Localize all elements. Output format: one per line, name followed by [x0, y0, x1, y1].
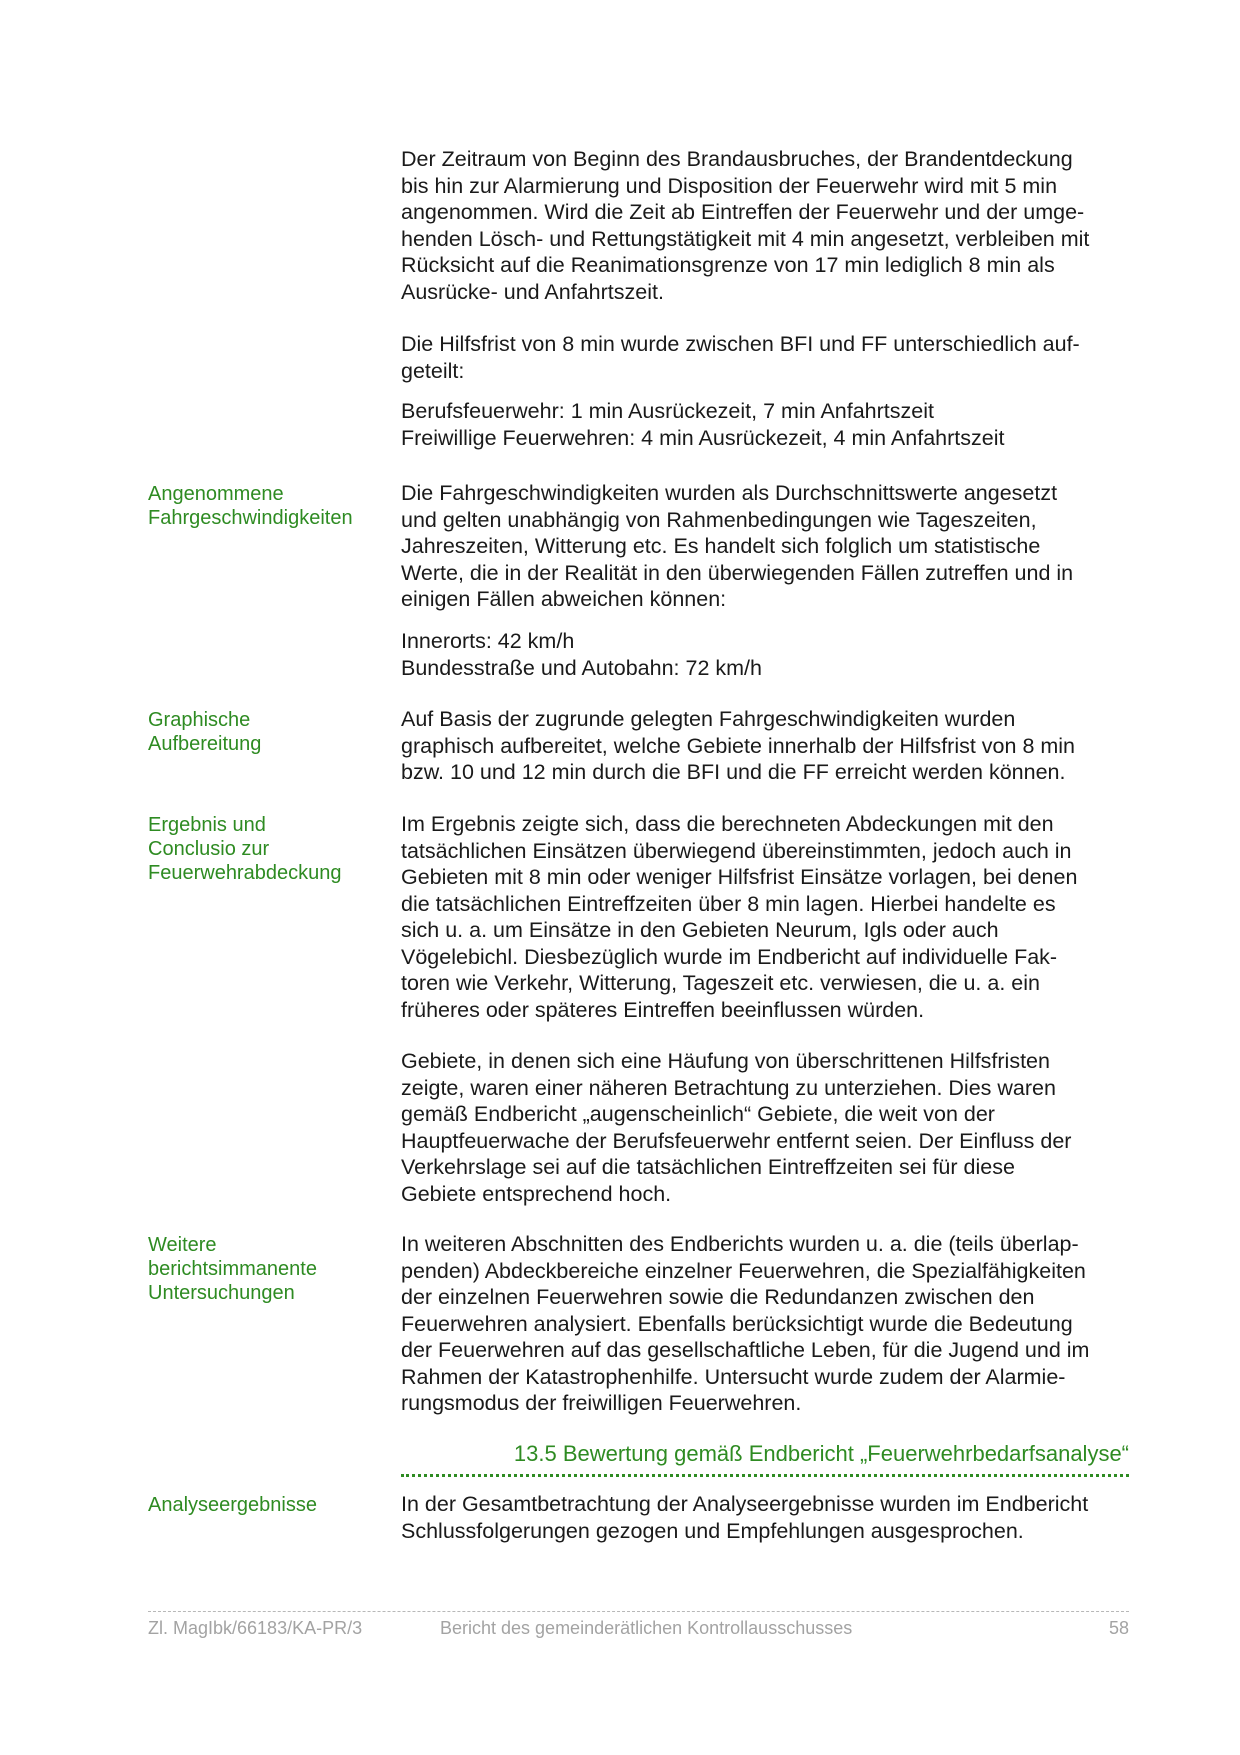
text-line: der einzelnen Feuerwehren sowie die Redundanzen zwischen den: [401, 1285, 1035, 1309]
paragraph-geschwindigkeiten-liste: [401, 628, 1129, 681]
text-line: sich u. a. um Einsätze in den Gebieten Neurum, Igls oder auch: [401, 918, 999, 942]
text-line: Gebiete entsprechend hoch.: [401, 1181, 672, 1206]
heading-dotted-rule: [401, 1474, 1129, 1477]
text-line: einigen Fällen abweichen können:: [401, 587, 727, 611]
text-line: Die Hilfsfrist von 8 min wurde zwischen BFI und FF unterschiedlich auf-: [401, 332, 1080, 356]
text-line: penden) Abdeckbereiche einzelner Feuerwehren, die Spezialfähigkeiten: [401, 1258, 1086, 1283]
side-label-line: berichtsimmanente: [148, 1258, 317, 1280]
side-label-line: Analyseergebnisse: [148, 1494, 317, 1516]
side-label-fahrgeschwindigkeiten: [148, 482, 373, 530]
side-label-line: Fahrgeschwindigkeiten: [148, 507, 353, 529]
footer-title: Bericht des gemeinderätlichen Kontrollausschusses: [440, 1618, 853, 1638]
text-line: bzw. 10 und 12 min durch die BFI und die FF erreicht werden können.: [401, 760, 1066, 784]
text-line: Die Fahrgeschwindigkeiten wurden als Durchschnittswerte angesetzt: [401, 481, 1058, 505]
text-line: bis hin zur Alarmierung und Disposition der Feuerwehr wird mit 5 min: [401, 173, 1058, 198]
paragraph-ergebnis: [401, 811, 1129, 1023]
text-line: In weiteren Abschnitten des Endberichts wurden u. a. die (teils überlap-: [401, 1232, 1079, 1256]
side-label-aufbereitung: [148, 708, 373, 756]
text-line: Im Ergebnis zeigte sich, dass die berechneten Abdeckungen mit den: [401, 812, 1054, 836]
side-label-line: Untersuchungen: [148, 1282, 295, 1304]
side-label-analyse: [148, 1493, 373, 1517]
text-line: Freiwillige Feuerwehren: 4 min Ausrückezeit, 4 min Anfahrtszeit: [401, 425, 1005, 450]
text-line: die tatsächlichen Eintreffzeiten über 8 min lagen. Hierbei handelte es: [401, 891, 1056, 916]
text-line: tatsächlichen Einsätzen überwiegend übereinstimmten, jedoch auch in: [401, 838, 1072, 863]
text-line: Vögelebichl. Diesbezüglich wurde im Endbericht auf individuelle Fak-: [401, 944, 1058, 969]
text-line: zeigte, waren einer näheren Betrachtung zu unterziehen. Dies waren: [401, 1075, 1056, 1100]
text-line: Feuerwehren analysiert. Ebenfalls berücksichtigt wurde die Bedeutung: [401, 1311, 1073, 1336]
side-label-line: Feuerwehrabdeckung: [148, 862, 342, 884]
paragraph-gebiete: [401, 1048, 1129, 1207]
text-line: Gebiete, in denen sich eine Häufung von überschrittenen Hilfsfristen: [401, 1049, 1050, 1073]
text-line: Innerorts: 42 km/h: [401, 629, 575, 653]
paragraph-analyse: [401, 1491, 1129, 1544]
paragraph-zeitraum: [401, 146, 1129, 305]
text-line: der Feuerwehren auf das gesellschaftliche Leben, für die Jugend und im: [401, 1338, 1090, 1362]
text-line: Hauptfeuerwache der Berufsfeuerwehr entfernt seien. Der Einfluss der: [401, 1128, 1072, 1153]
paragraph-zeiten-liste: [401, 398, 1129, 451]
footer-page-number: 58: [1108, 1618, 1129, 1638]
text-line: Jahreszeiten, Witterung etc. Es handelt sich folglich um statistische: [401, 534, 1041, 558]
section-heading: 13.5 Bewertung gemäß Endbericht „Feuerwehrbedarfsanalyse“: [513, 1441, 1129, 1466]
text-line: geteilt:: [401, 358, 465, 383]
text-line: Bundesstraße und Autobahn: 72 km/h: [401, 655, 762, 680]
text-line: und gelten unabhängig von Rahmenbedingungen wie Tageszeiten,: [401, 507, 1037, 532]
side-label-line: Graphische: [148, 709, 251, 731]
text-line: Rücksicht auf die Reanimationsgrenze von 17 min lediglich 8 min als: [401, 253, 1055, 277]
footer-dashed-rule: [148, 1611, 1129, 1612]
side-label-line: Aufbereitung: [148, 733, 262, 755]
text-line: Schlussfolgerungen gezogen und Empfehlungen ausgesprochen.: [401, 1518, 1024, 1543]
text-line: rungsmodus der freiwilligen Feuerwehren.: [401, 1391, 802, 1415]
paragraph-fahrgeschwindigkeiten: [401, 480, 1129, 613]
side-label-line: Weitere: [148, 1234, 217, 1256]
text-line: Verkehrslage sei auf die tatsächlichen Eintreffzeiten sei für diese: [401, 1155, 1015, 1179]
text-line: Ausrücke- und Anfahrtszeit.: [401, 279, 664, 304]
text-line: toren wie Verkehr, Witterung, Tageszeit etc. verwiesen, die u. a. ein: [401, 971, 1040, 995]
side-label-line: Conclusio zur: [148, 838, 270, 860]
side-label-weitere: [148, 1233, 373, 1305]
text-line: früheres oder späteres Eintreffen beeinflussen würden.: [401, 997, 925, 1022]
text-line: Gebieten mit 8 min oder weniger Hilfsfrist Einsätze vorlagen, bei denen: [401, 865, 1078, 889]
text-line: graphisch aufbereitet, welche Gebiete innerhalb der Hilfsfrist von 8 min: [401, 733, 1076, 758]
text-line: Rahmen der Katastrophenhilfe. Untersucht wurde zudem der Alarmie-: [401, 1364, 1066, 1389]
text-line: Berufsfeuerwehr: 1 min Ausrückezeit, 7 min Anfahrtszeit: [401, 399, 934, 423]
text-line: Werte, die in der Realität in den überwiegenden Fällen zutreffen und in: [401, 560, 1074, 585]
side-label-line: Angenommene: [148, 483, 284, 505]
text-line: henden Lösch- und Rettungstätigkeit mit 4 min angesetzt, verbleiben mit: [401, 226, 1090, 251]
side-label-line: Ergebnis und: [148, 814, 266, 836]
paragraph-aufbereitung: [401, 706, 1129, 786]
paragraph-weitere: [401, 1231, 1129, 1417]
footer-reference: Zl. MagIbk/66183/KA-PR/3: [148, 1618, 363, 1638]
paragraph-hilfsfrist: [401, 331, 1129, 384]
text-line: gemäß Endbericht „augenscheinlich“ Gebiete, die weit von der: [401, 1102, 995, 1126]
side-label-ergebnis: [148, 813, 373, 885]
text-line: angenommen. Wird die Zeit ab Eintreffen der Feuerwehr und der umge-: [401, 200, 1085, 224]
text-line: Auf Basis der zugrunde gelegten Fahrgeschwindigkeiten wurden: [401, 707, 1016, 731]
text-line: In der Gesamtbetrachtung der Analyseergebnisse wurden im Endbericht: [401, 1492, 1089, 1516]
text-line: Der Zeitraum von Beginn des Brandausbruches, der Brandentdeckung: [401, 147, 1073, 171]
